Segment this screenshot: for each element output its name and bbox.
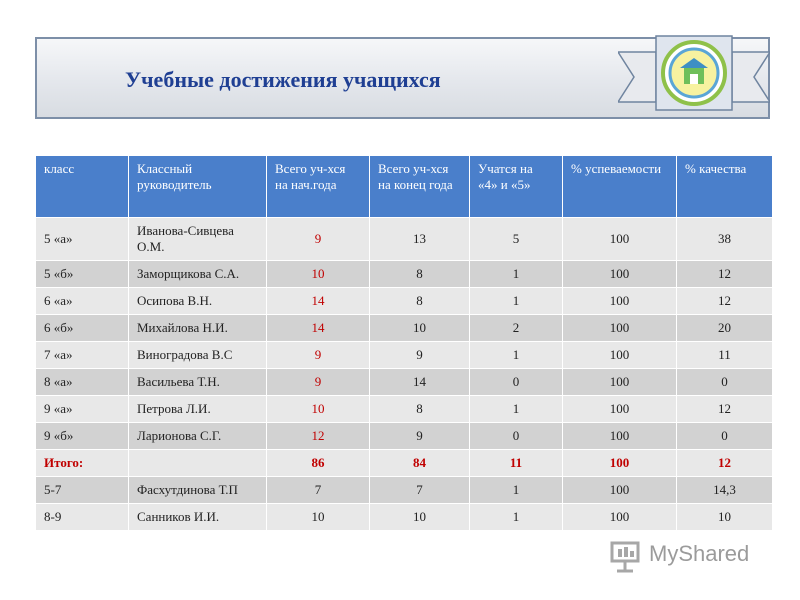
cell-class: 5 «а» — [36, 218, 129, 261]
cell-start-count: 14 — [267, 315, 370, 342]
cell-end-count: 8 — [370, 288, 470, 315]
header-start-count: Всего уч-хся на нач.года — [267, 156, 370, 218]
cell-teacher: Санников И.И. — [129, 504, 267, 531]
cell-class: 6 «а» — [36, 288, 129, 315]
cell-quality-rate: 11 — [677, 342, 773, 369]
header-teacher: Классный руководитель — [129, 156, 267, 218]
cell-success-rate: 100 — [563, 396, 677, 423]
cell-start-count: 9 — [267, 218, 370, 261]
cell-start-count: 10 — [267, 396, 370, 423]
table-row — [36, 218, 773, 261]
cell-quality-rate: 12 — [677, 450, 773, 477]
cell-quality-rate: 10 — [677, 504, 773, 531]
cell-teacher: Васильева Т.Н. — [129, 369, 267, 396]
cell-teacher: Иванова-Сивцева О.М. — [129, 218, 267, 261]
cell-end-count: 8 — [370, 396, 470, 423]
header-class: класс — [36, 156, 129, 218]
cell-start-count: 7 — [267, 477, 370, 504]
cell-teacher: Петрова Л.И. — [129, 396, 267, 423]
cell-end-count: 14 — [370, 369, 470, 396]
cell-quality-rate: 14,3 — [677, 477, 773, 504]
cell-teacher: Заморщикова С.А. — [129, 261, 267, 288]
table-total-row — [36, 450, 773, 477]
table-row — [36, 396, 773, 423]
cell-class: 8-9 — [36, 504, 129, 531]
cell-class: 5 «б» — [36, 261, 129, 288]
cell-good-students: 5 — [470, 218, 563, 261]
cell-end-count: 9 — [370, 342, 470, 369]
cell-teacher: Виноградова В.С — [129, 342, 267, 369]
watermark — [609, 538, 769, 574]
cell-quality-rate: 38 — [677, 218, 773, 261]
cell-end-count: 9 — [370, 423, 470, 450]
cell-quality-rate: 12 — [677, 396, 773, 423]
cell-success-rate: 100 — [563, 423, 677, 450]
table-row — [36, 342, 773, 369]
cell-good-students: 0 — [470, 423, 563, 450]
cell-success-rate: 100 — [563, 261, 677, 288]
cell-good-students: 11 — [470, 450, 563, 477]
cell-quality-rate: 0 — [677, 369, 773, 396]
cell-class: 6 «б» — [36, 315, 129, 342]
achievements-table — [35, 155, 773, 531]
school-emblem-icon — [618, 30, 770, 120]
cell-good-students: 1 — [470, 288, 563, 315]
cell-success-rate: 100 — [563, 315, 677, 342]
cell-teacher: Михайлова Н.И. — [129, 315, 267, 342]
cell-class: 8 «а» — [36, 369, 129, 396]
cell-success-rate: 100 — [563, 342, 677, 369]
cell-start-count: 9 — [267, 342, 370, 369]
cell-teacher: Ларионова С.Г. — [129, 423, 267, 450]
cell-quality-rate: 12 — [677, 288, 773, 315]
cell-end-count: 10 — [370, 504, 470, 531]
cell-class: 5-7 — [36, 477, 129, 504]
table-row — [36, 477, 773, 504]
cell-end-count: 13 — [370, 218, 470, 261]
cell-success-rate: 100 — [563, 369, 677, 396]
cell-success-rate: 100 — [563, 288, 677, 315]
cell-start-count: 12 — [267, 423, 370, 450]
header-success-rate: % успеваемости — [563, 156, 677, 218]
cell-good-students: 0 — [470, 369, 563, 396]
cell-good-students: 1 — [470, 396, 563, 423]
cell-end-count: 84 — [370, 450, 470, 477]
watermark-text: MyShared — [649, 541, 750, 566]
cell-quality-rate: 0 — [677, 423, 773, 450]
page-title: Учебные достижения учащихся — [125, 67, 441, 92]
cell-teacher: Осипова В.Н. — [129, 288, 267, 315]
table-row — [36, 504, 773, 531]
cell-good-students: 2 — [470, 315, 563, 342]
cell-quality-rate: 12 — [677, 261, 773, 288]
cell-success-rate: 100 — [563, 477, 677, 504]
cell-quality-rate: 20 — [677, 315, 773, 342]
cell-start-count: 86 — [267, 450, 370, 477]
header-good-students: Учатся на «4» и «5» — [470, 156, 563, 218]
table-row — [36, 288, 773, 315]
cell-teacher — [129, 450, 267, 477]
cell-end-count: 8 — [370, 261, 470, 288]
cell-success-rate: 100 — [563, 450, 677, 477]
cell-class: 9 «б» — [36, 423, 129, 450]
cell-good-students: 1 — [470, 504, 563, 531]
presentation-board-icon — [609, 538, 645, 574]
header-quality-rate: % качества — [677, 156, 773, 218]
table-row — [36, 261, 773, 288]
table-row — [36, 369, 773, 396]
cell-class: 7 «а» — [36, 342, 129, 369]
table-row — [36, 315, 773, 342]
cell-class: Итого: — [36, 450, 129, 477]
table-row — [36, 423, 773, 450]
cell-start-count: 10 — [267, 261, 370, 288]
cell-start-count: 9 — [267, 369, 370, 396]
cell-success-rate: 100 — [563, 504, 677, 531]
cell-end-count: 7 — [370, 477, 470, 504]
cell-start-count: 14 — [267, 288, 370, 315]
cell-good-students: 1 — [470, 477, 563, 504]
cell-end-count: 10 — [370, 315, 470, 342]
cell-teacher: Фасхутдинова Т.П — [129, 477, 267, 504]
cell-good-students: 1 — [470, 261, 563, 288]
cell-good-students: 1 — [470, 342, 563, 369]
cell-class: 9 «а» — [36, 396, 129, 423]
cell-success-rate: 100 — [563, 218, 677, 261]
table-header-row — [36, 156, 773, 218]
cell-start-count: 10 — [267, 504, 370, 531]
header-end-count: Всего уч-хся на конец года — [370, 156, 470, 218]
